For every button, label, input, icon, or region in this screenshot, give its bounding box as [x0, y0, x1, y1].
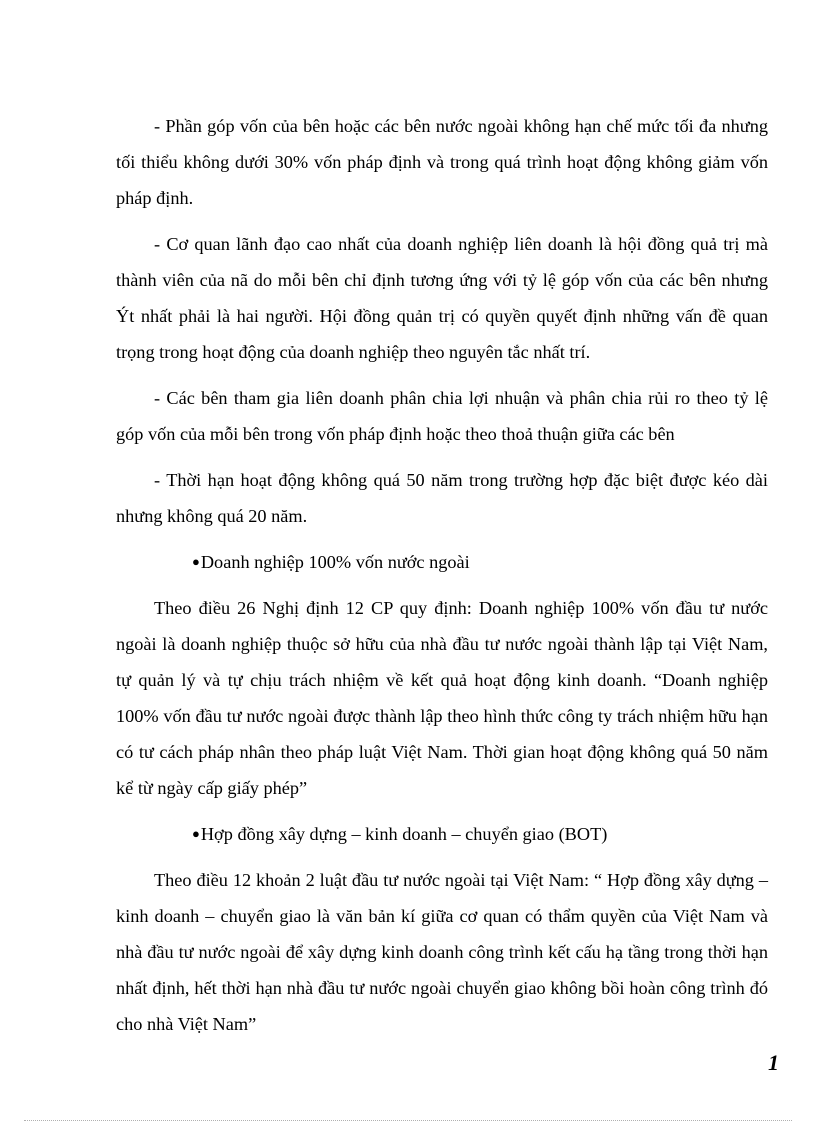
heading-foreign-owned-enterprise — [116, 544, 768, 580]
bullet-icon: ● — [192, 826, 200, 841]
paragraph-profit-sharing: - Các bên tham gia liên doanh phân chia lợi nhuận và phân chia rủi ro theo tỷ lệ góp vốn của mỗi bên trong vốn pháp định hoặc theo thoả thuận giữa các bên — [116, 388, 768, 444]
paragraph-operation-term: - Thời hạn hoạt động không quá 50 năm trong trường hợp đặc biệt được kéo dài nhưng không quá 20 năm. — [116, 470, 768, 526]
page-bottom-divider — [24, 1120, 792, 1121]
heading-text: Doanh nghiệp 100% vốn nước ngoài — [200, 552, 470, 572]
bullet-icon: ● — [192, 554, 200, 569]
paragraph-bot-definition: Theo điều 12 khoản 2 luật đầu tư nước ngoài tại Việt Nam: “ Hợp đồng xây dựng – kinh doanh – chuyển giao là văn bản kí giữa cơ quan có thẩm quyền của Việt Nam và nhà đầu tư nước ngoài để xây dựng kinh doanh công trình kết cấu hạ tầng trong thời hạn nhất định, hết thời hạn nhà đầu tư nước ngoài chuyển giao không bồi hoàn công trình đó cho nhà Việt Nam” — [116, 870, 768, 1034]
document-body — [116, 108, 768, 1052]
paragraph-capital-contribution: - Phần góp vốn của bên hoặc các bên nước ngoài không hạn chế mức tối đa nhưng tối thiểu không dưới 30% vốn pháp định và trong quá trình hoạt động không giảm vốn pháp định. — [116, 116, 768, 208]
page-number: 1 — [768, 1050, 779, 1075]
paragraph-board-of-directors: - Cơ quan lãnh đạo cao nhất của doanh nghiệp liên doanh là hội đồng quả trị mà thành viên của nã do mỗi bên chỉ định tương ứng với tỷ lệ góp vốn của các bên nhưng Ýt nhất phải là hai người. Hội đồng quản trị có quyền quyết định những vấn đề quan trọng trong hoạt động của doanh nghiệp theo nguyên tắc nhất trí. — [116, 234, 768, 362]
heading-bot-contract — [116, 816, 768, 852]
paragraph-decree-26: Theo điều 26 Nghị định 12 CP quy định: Doanh nghiệp 100% vốn đầu tư nước ngoài là doanh nghiệp thuộc sở hữu của nhà đầu tư nước ngoài thành lập tại Việt Nam, tự quản lý và tự chịu trách nhiệm về kết quả hoạt động kinh doanh. “Doanh nghiệp 100% vốn đầu tư nước ngoài được thành lập theo hình thức công ty trách nhiệm hữu hạn có tư cách pháp nhân theo pháp luật Việt Nam. Thời gian hoạt động không quá 50 năm kể từ ngày cấp giấy phép” — [116, 598, 768, 798]
heading-text: Hợp đồng xây dựng – kinh doanh – chuyển giao (BOT) — [200, 824, 608, 844]
